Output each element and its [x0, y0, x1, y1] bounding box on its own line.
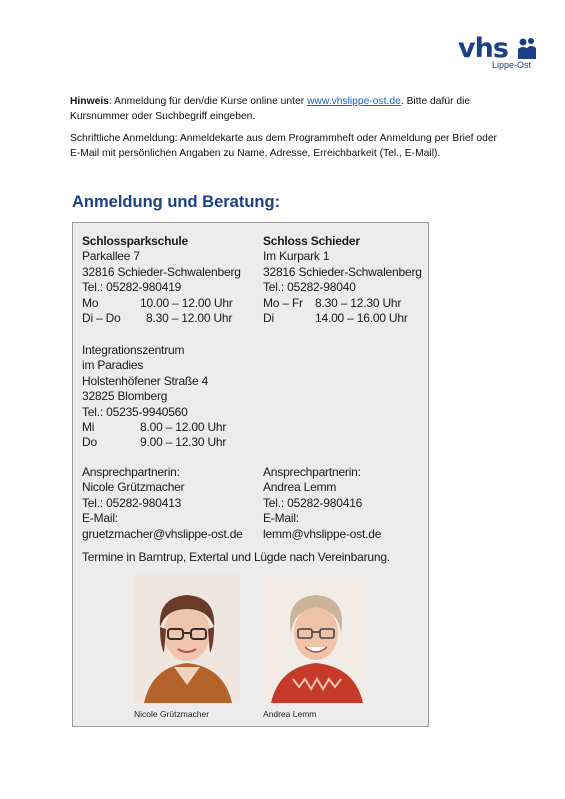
caption-lemm: Andrea Lemm — [263, 709, 317, 719]
hours-day: Di – Do — [82, 311, 121, 326]
location-tel: Tel.: 05282-980419 — [82, 280, 182, 295]
location-tel: Tel.: 05235-9940560 — [82, 404, 188, 419]
hours-day: Mi — [82, 420, 95, 435]
location-street: Holstenhöfener Straße 4 — [82, 373, 209, 388]
registration-box — [72, 222, 429, 727]
written-registration-text: Schriftliche Anmeldung: Anmeldekarte aus dem Programmheft oder Anmeldung per Brief oder E-Mail mit persönlichen Angaben zu Name, Adresse, Erreichbarkeit (Tel., E-Mail). — [70, 133, 497, 159]
location-line2: im Paradies — [82, 358, 144, 373]
logo-subtitle: Lippe-Ost — [492, 60, 532, 70]
portrait-lemm-image — [263, 575, 369, 703]
location-street: Im Kurpark 1 — [263, 249, 330, 264]
contact-email-label: E-Mail: — [263, 511, 299, 526]
contact-email-label: E-Mail: — [82, 511, 118, 526]
vhs-logo — [458, 34, 540, 74]
location-integrationszentrum — [82, 343, 226, 451]
hours-time: 14.00 – 16.00 Uhr — [315, 311, 408, 326]
hint-label: Hinweis — [70, 96, 109, 107]
website-link[interactable]: www.vhslippe-ost.de — [306, 96, 401, 107]
hours-day: Do — [82, 435, 97, 450]
appointment-note: Termine in Barntrup, Extertal und Lügde nach Vereinbarung. — [82, 550, 390, 564]
hint-text-block — [70, 94, 510, 168]
location-name: Schloss Schieder — [263, 234, 360, 248]
location-name: Schlossparkschule — [82, 234, 188, 248]
hint-text-1: : Anmeldung für den/die Kurse online unter — [108, 96, 307, 107]
contact-email-link[interactable]: lemm@vhslippe-ost.de — [263, 526, 382, 541]
hours-time: 8.30 – 12.30 Uhr — [315, 295, 402, 310]
location-line1: Integrationszentrum — [82, 343, 185, 357]
hours-day: Mo – Fr — [263, 295, 303, 310]
location-city: 32816 Schieder-Schwalenberg — [263, 264, 422, 279]
section-title: Anmeldung und Beratung: — [72, 193, 281, 211]
contact-label: Ansprechpartnerin: — [263, 465, 361, 479]
location-street: Parkallee 7 — [82, 249, 140, 264]
location-city: 32825 Blomberg — [82, 389, 168, 404]
contact-tel: Tel.: 05282-980413 — [82, 495, 182, 510]
hours-time: 8.00 – 12.00 Uhr — [140, 420, 227, 435]
hours-time: 8.30 – 12.00 Uhr — [146, 311, 233, 326]
contact-label: Ansprechpartnerin: — [82, 465, 180, 479]
contact-name: Andrea Lemm — [263, 480, 337, 495]
hint-paragraph — [70, 94, 510, 124]
hours-day: Mo — [82, 295, 99, 310]
location-schloss-schieder — [263, 234, 422, 326]
hours-row — [82, 420, 226, 435]
hours-row — [82, 435, 226, 450]
hours-row — [263, 311, 422, 326]
contact-gruetzmacher — [82, 465, 243, 542]
contact-tel: Tel.: 05282-980416 — [263, 495, 363, 510]
hours-day: Di — [263, 311, 274, 326]
portrait-photo-gruetzmacher — [134, 575, 240, 703]
contact-lemm — [263, 465, 381, 542]
hours-row — [82, 311, 241, 326]
hint-text-2: . Bitte dafür die Kursnummer oder Suchbegriff eingeben. — [70, 96, 471, 122]
hours-time: 9.00 – 12.30 Uhr — [140, 435, 227, 450]
portrait-photo-lemm — [263, 575, 369, 703]
location-tel: Tel.: 05282-98040 — [263, 280, 356, 295]
contact-name: Nicole Grützmacher — [82, 480, 185, 495]
logo-text: vhs — [458, 33, 508, 64]
caption-gruetzmacher: Nicole Grützmacher — [134, 709, 210, 719]
hours-time: 10.00 – 12.00 Uhr — [140, 295, 233, 310]
hours-row — [82, 296, 241, 311]
hours-row — [263, 296, 422, 311]
location-schlossparkschule — [82, 234, 241, 326]
location-city: 32816 Schieder-Schwalenberg — [82, 264, 241, 279]
people-icon — [517, 37, 537, 61]
contact-email-link[interactable]: gruetzmacher@vhslippe-ost.de — [82, 526, 243, 541]
portrait-gruetzmacher-image — [134, 575, 240, 703]
